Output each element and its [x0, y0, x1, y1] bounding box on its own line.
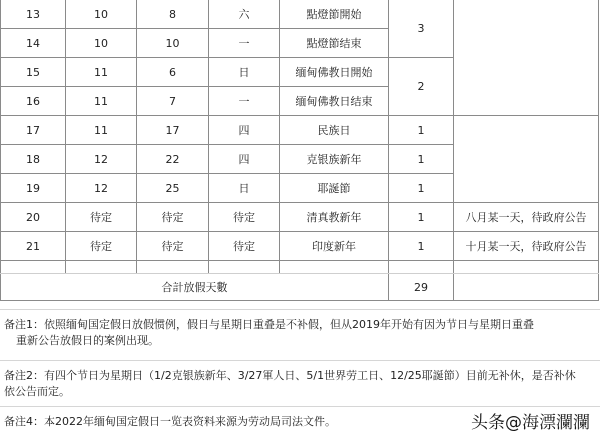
cell-month: 11 — [66, 116, 137, 145]
cell-month: 11 — [66, 87, 137, 116]
cell-days: 1 — [389, 232, 454, 261]
total-label: 合計放假天數 — [1, 274, 389, 301]
cell-holiday-name: 耶誕節 — [280, 174, 389, 203]
table-row — [1, 232, 599, 261]
cell-weekday: 待定 — [209, 232, 280, 261]
cell-holiday-name: 清真教新年 — [280, 203, 389, 232]
cell-weekday: 一 — [209, 87, 280, 116]
remark-3-line-1: 备注4：本2022年缅甸国定假日一览表资料来源为劳动局司法文件。 — [4, 415, 336, 428]
cell-note: 十月某一天，待政府公告 — [454, 232, 599, 261]
cell-day: 6 — [137, 58, 209, 87]
table-row — [1, 0, 599, 29]
cell-weekday: 四 — [209, 116, 280, 145]
cell-days: 1 — [389, 145, 454, 174]
cell-day: 17 — [137, 116, 209, 145]
cell-holiday-name: 克银族新年 — [280, 145, 389, 174]
remark-2-line-2: 依公告而定。 — [4, 385, 70, 398]
cell-holiday-name: 民族日 — [280, 116, 389, 145]
cell-weekday: 六 — [209, 0, 280, 29]
cell-no: 20 — [1, 203, 66, 232]
cell-month: 待定 — [66, 232, 137, 261]
cell-day: 7 — [137, 87, 209, 116]
cell-note — [454, 116, 599, 203]
remark-1 — [4, 317, 596, 349]
cell-month: 10 — [66, 0, 137, 29]
cell-day: 10 — [137, 29, 209, 58]
cell-days: 1 — [389, 116, 454, 145]
divider — [0, 309, 600, 310]
total-value: 29 — [389, 274, 454, 301]
cell-days: 1 — [389, 203, 454, 232]
cell-weekday: 四 — [209, 145, 280, 174]
cell-month: 12 — [66, 145, 137, 174]
cell-weekday: 日 — [209, 174, 280, 203]
table-row-empty — [1, 261, 599, 274]
cell-days: 1 — [389, 174, 454, 203]
cell-holiday-name: 印度新年 — [280, 232, 389, 261]
table-row — [1, 203, 599, 232]
cell-no: 15 — [1, 58, 66, 87]
remark-1-line-1: 备注1：依照缅甸国定假日放假惯例，假日与星期日重叠是不补假，但从2019年开始有因为节日与星期日重叠 — [4, 318, 534, 331]
cell-day: 22 — [137, 145, 209, 174]
cell-no: 19 — [1, 174, 66, 203]
table-row — [1, 116, 599, 145]
divider — [0, 406, 600, 407]
cell-no: 18 — [1, 145, 66, 174]
cell-holiday-name: 缅甸佛教日開始 — [280, 58, 389, 87]
watermark: 头条@海漂瀾瀾 — [471, 413, 590, 433]
remark-1-line-2: 重新公告放假日的案例出现。 — [16, 334, 159, 347]
cell-holiday-name: 點燈節结束 — [280, 29, 389, 58]
cell-month: 11 — [66, 58, 137, 87]
cell-holiday-name: 點燈節開始 — [280, 0, 389, 29]
cell-month: 10 — [66, 29, 137, 58]
cell-weekday: 待定 — [209, 203, 280, 232]
cell-day: 待定 — [137, 232, 209, 261]
cell-days: 2 — [389, 58, 454, 116]
cell-holiday-name: 缅甸佛教日结束 — [280, 87, 389, 116]
cell-note: 八月某一天，待政府公告 — [454, 203, 599, 232]
cell-weekday: 一 — [209, 29, 280, 58]
cell-no: 16 — [1, 87, 66, 116]
cell-day: 8 — [137, 0, 209, 29]
remark-2 — [4, 368, 596, 400]
cell-weekday: 日 — [209, 58, 280, 87]
cell-days: 3 — [389, 0, 454, 58]
remark-2-line-1: 备注2：有四个节日为星期日（1/2克银族新年、3/27軍人日、5/1世界劳工日、12/25耶誕節）目前无补休，是否补休 — [4, 369, 576, 382]
cell-no: 17 — [1, 116, 66, 145]
total-row — [1, 274, 599, 301]
divider — [0, 360, 600, 361]
cell-month: 12 — [66, 174, 137, 203]
cell-no: 21 — [1, 232, 66, 261]
cell-day: 25 — [137, 174, 209, 203]
cell-day: 待定 — [137, 203, 209, 232]
cell-month: 待定 — [66, 203, 137, 232]
cell-no: 13 — [1, 0, 66, 29]
cell-note — [454, 0, 599, 116]
cell-no: 14 — [1, 29, 66, 58]
